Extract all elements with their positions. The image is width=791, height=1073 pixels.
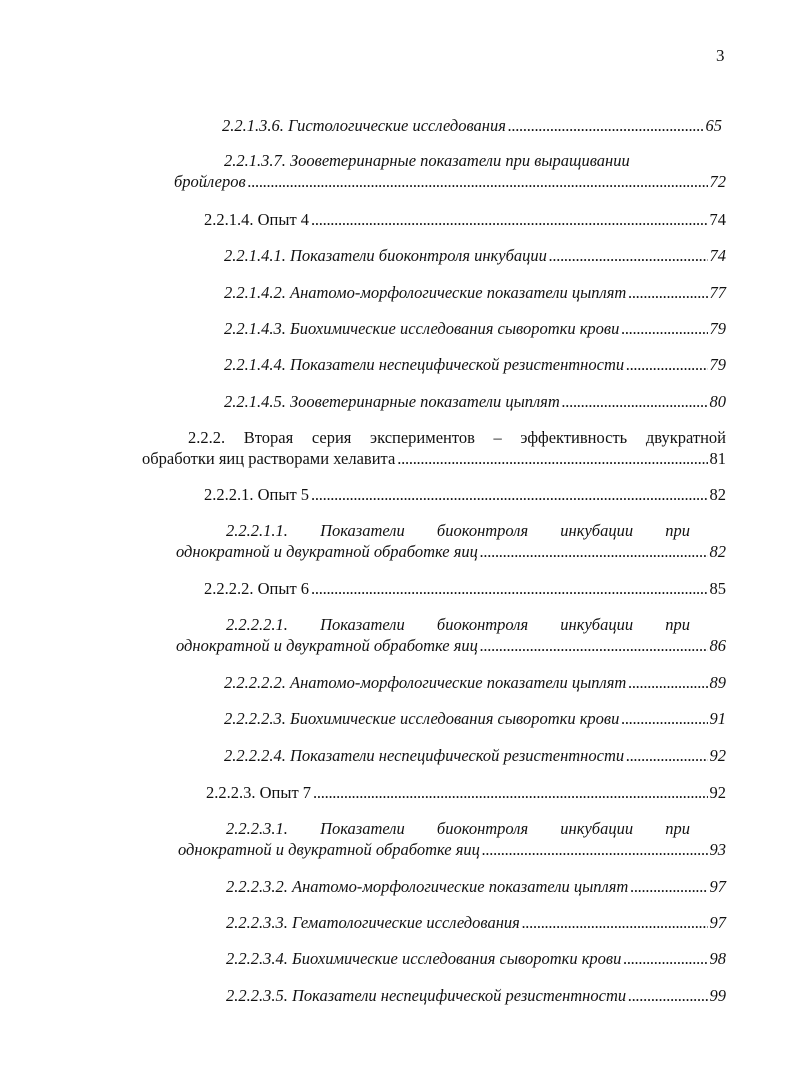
- toc-entry-number: 2.2.2.3.2.: [226, 877, 288, 896]
- toc-entry-title-line1: Показатели биоконтроля инкубации при: [320, 521, 691, 540]
- toc-entry-title: Анатомо-морфологические показатели цыплят: [292, 877, 629, 896]
- page-number: 3: [716, 46, 725, 65]
- toc-entry-number: 2.2.2.3.3.: [226, 913, 288, 932]
- toc-entry-page: 72: [709, 172, 726, 191]
- leader-dots: [549, 245, 708, 266]
- toc-entry-number: 2.2.2.2.2.: [224, 673, 286, 692]
- toc-entry-title-line2: обработки яиц растворами хелавита: [142, 449, 396, 468]
- leader-dots: [480, 635, 708, 656]
- toc-entry: [226, 948, 726, 969]
- toc-entry: [178, 818, 726, 860]
- toc-entry-title-line2: бройлеров: [174, 172, 246, 191]
- leader-dots: [628, 282, 707, 303]
- toc-entry-page: 80: [709, 392, 726, 411]
- toc-entry-title: Опыт 5: [257, 485, 310, 504]
- toc-entry-page: 82: [709, 485, 726, 504]
- leader-dots: [522, 912, 708, 933]
- toc-entry-number: 2.2.1.4.3.: [224, 319, 286, 338]
- toc-entry: [206, 782, 726, 803]
- toc-entry: [224, 745, 726, 766]
- toc-entry-title: Биохимические исследования сыворотки крови: [290, 709, 620, 728]
- toc-entry-number: 2.2.1.4.5.: [224, 392, 286, 411]
- toc-entry-title: Опыт 4: [257, 210, 310, 229]
- toc-entry-title: Опыт 6: [257, 579, 310, 598]
- toc-entry-title-line1: Показатели биоконтроля инкубации при: [320, 819, 691, 838]
- toc-entry: [224, 354, 726, 375]
- toc-entry: [176, 614, 726, 656]
- toc-entry: [226, 876, 726, 897]
- leader-dots: [630, 876, 707, 897]
- leader-dots: [626, 745, 707, 766]
- toc-entry-page: 92: [709, 746, 726, 765]
- toc-entry-page: 98: [709, 949, 726, 968]
- toc-entry-page: 82: [709, 542, 726, 561]
- toc-entry-number: 2.2.1.4.2.: [224, 283, 286, 302]
- leader-dots: [313, 782, 707, 803]
- toc-entry-page: 91: [709, 709, 726, 728]
- toc-entry: [226, 912, 726, 933]
- toc-entry: [224, 282, 726, 303]
- toc-entry: [142, 427, 726, 469]
- toc-entry: [224, 318, 726, 339]
- toc-entry-number: 2.2.2.2.: [204, 579, 254, 598]
- toc-entry-number: 2.2.2.1.1.: [226, 521, 288, 540]
- toc-entry: [224, 245, 726, 266]
- leader-dots: [311, 209, 707, 230]
- toc-entry-page: 99: [709, 986, 726, 1005]
- toc-entry-title-line2: однократной и двукратной обработке яиц: [178, 840, 480, 859]
- leader-dots: [397, 448, 707, 469]
- toc-entry-number: 2.2.1.4.: [204, 210, 254, 229]
- toc-entry-title-line1: Показатели биоконтроля инкубации при: [320, 615, 691, 634]
- toc-entry-number: 2.2.2.: [188, 428, 226, 447]
- leader-dots: [623, 948, 707, 969]
- toc-entry-title-line1: Вторая серия экспериментов – эффективность двукратной: [243, 428, 727, 447]
- toc-entry-title: Биохимические исследования сыворотки крови: [292, 949, 622, 968]
- toc-entry: [174, 150, 726, 192]
- toc-entry-title: Показатели неспецифической резистентности: [290, 746, 625, 765]
- leader-dots: [628, 672, 707, 693]
- toc-entry-title: Опыт 7: [259, 783, 312, 802]
- toc-entry-title-line2: однократной и двукратной обработке яиц: [176, 542, 478, 561]
- toc-entry-title-line2: однократной и двукратной обработке яиц: [176, 636, 478, 655]
- toc-entry-page: 65: [705, 116, 722, 135]
- toc-entry-page: 79: [709, 319, 726, 338]
- leader-dots: [508, 115, 704, 136]
- toc-entry-page: 85: [709, 579, 726, 598]
- toc-entry-number: 2.2.1.4.4.: [224, 355, 286, 374]
- toc-entry-page: 74: [709, 210, 726, 229]
- toc-entry-title-line1: Зооветеринарные показатели при выращивании: [290, 151, 630, 170]
- toc-entry: [224, 391, 726, 412]
- leader-dots: [482, 839, 708, 860]
- leader-dots: [248, 171, 708, 192]
- leader-dots: [480, 541, 708, 562]
- leader-dots: [311, 578, 707, 599]
- toc-entry: [224, 672, 726, 693]
- toc-entry-page: 97: [709, 913, 726, 932]
- toc-entry-page: 89: [709, 673, 726, 692]
- toc-entry-title: Анатомо-морфологические показатели цыплят: [290, 283, 627, 302]
- toc-entry-title: Показатели неспецифической резистентности: [290, 355, 625, 374]
- toc-entry-page: 86: [709, 636, 726, 655]
- toc-entry-page: 81: [709, 449, 726, 468]
- toc-entry-number: 2.2.1.4.1.: [224, 246, 286, 265]
- toc-entry-number: 2.2.2.3.1.: [226, 819, 288, 838]
- toc-entry: [222, 115, 722, 136]
- toc-entry-page: 97: [709, 877, 726, 896]
- toc-entry-number: 2.2.2.1.: [204, 485, 254, 504]
- leader-dots: [621, 708, 707, 729]
- toc-entry: [204, 484, 726, 505]
- leader-dots: [626, 354, 707, 375]
- toc-entry-page: 92: [709, 783, 726, 802]
- toc-entry-number: 2.2.2.2.3.: [224, 709, 286, 728]
- leader-dots: [562, 391, 708, 412]
- toc-entry-number: 2.2.2.3.: [206, 783, 256, 802]
- toc-entry-title: Показатели биоконтроля инкубации: [290, 246, 547, 265]
- toc-entry-title: Зооветеринарные показатели цыплят: [290, 392, 560, 411]
- toc-entry-number: 2.2.2.3.4.: [226, 949, 288, 968]
- toc-entry-title: Гистологические исследования: [288, 116, 506, 135]
- toc-entry: [204, 578, 726, 599]
- toc-entry-title: Гематологические исследования: [292, 913, 520, 932]
- toc-entry: [204, 209, 726, 230]
- toc-entry-title: Анатомо-морфологические показатели цыплят: [290, 673, 627, 692]
- toc-entry-title: Показатели неспецифической резистентности: [292, 986, 627, 1005]
- leader-dots: [311, 484, 707, 505]
- toc-entry-number: 2.2.2.2.4.: [224, 746, 286, 765]
- toc-entry-page: 74: [709, 246, 726, 265]
- leader-dots: [628, 985, 707, 1006]
- toc-entry: [176, 520, 726, 562]
- toc-entry: [224, 708, 726, 729]
- toc-entry-page: 77: [709, 283, 726, 302]
- toc-entry-number: 2.2.1.3.6.: [222, 116, 284, 135]
- leader-dots: [621, 318, 707, 339]
- toc-entry-number: 2.2.2.3.5.: [226, 986, 288, 1005]
- toc-entry-number: 2.2.1.3.7.: [224, 151, 286, 170]
- toc-entry-page: 79: [709, 355, 726, 374]
- toc-entry-number: 2.2.2.2.1.: [226, 615, 288, 634]
- toc-entry-page: 93: [709, 840, 726, 859]
- toc-entry-title: Биохимические исследования сыворотки крови: [290, 319, 620, 338]
- toc-entry: [226, 985, 726, 1006]
